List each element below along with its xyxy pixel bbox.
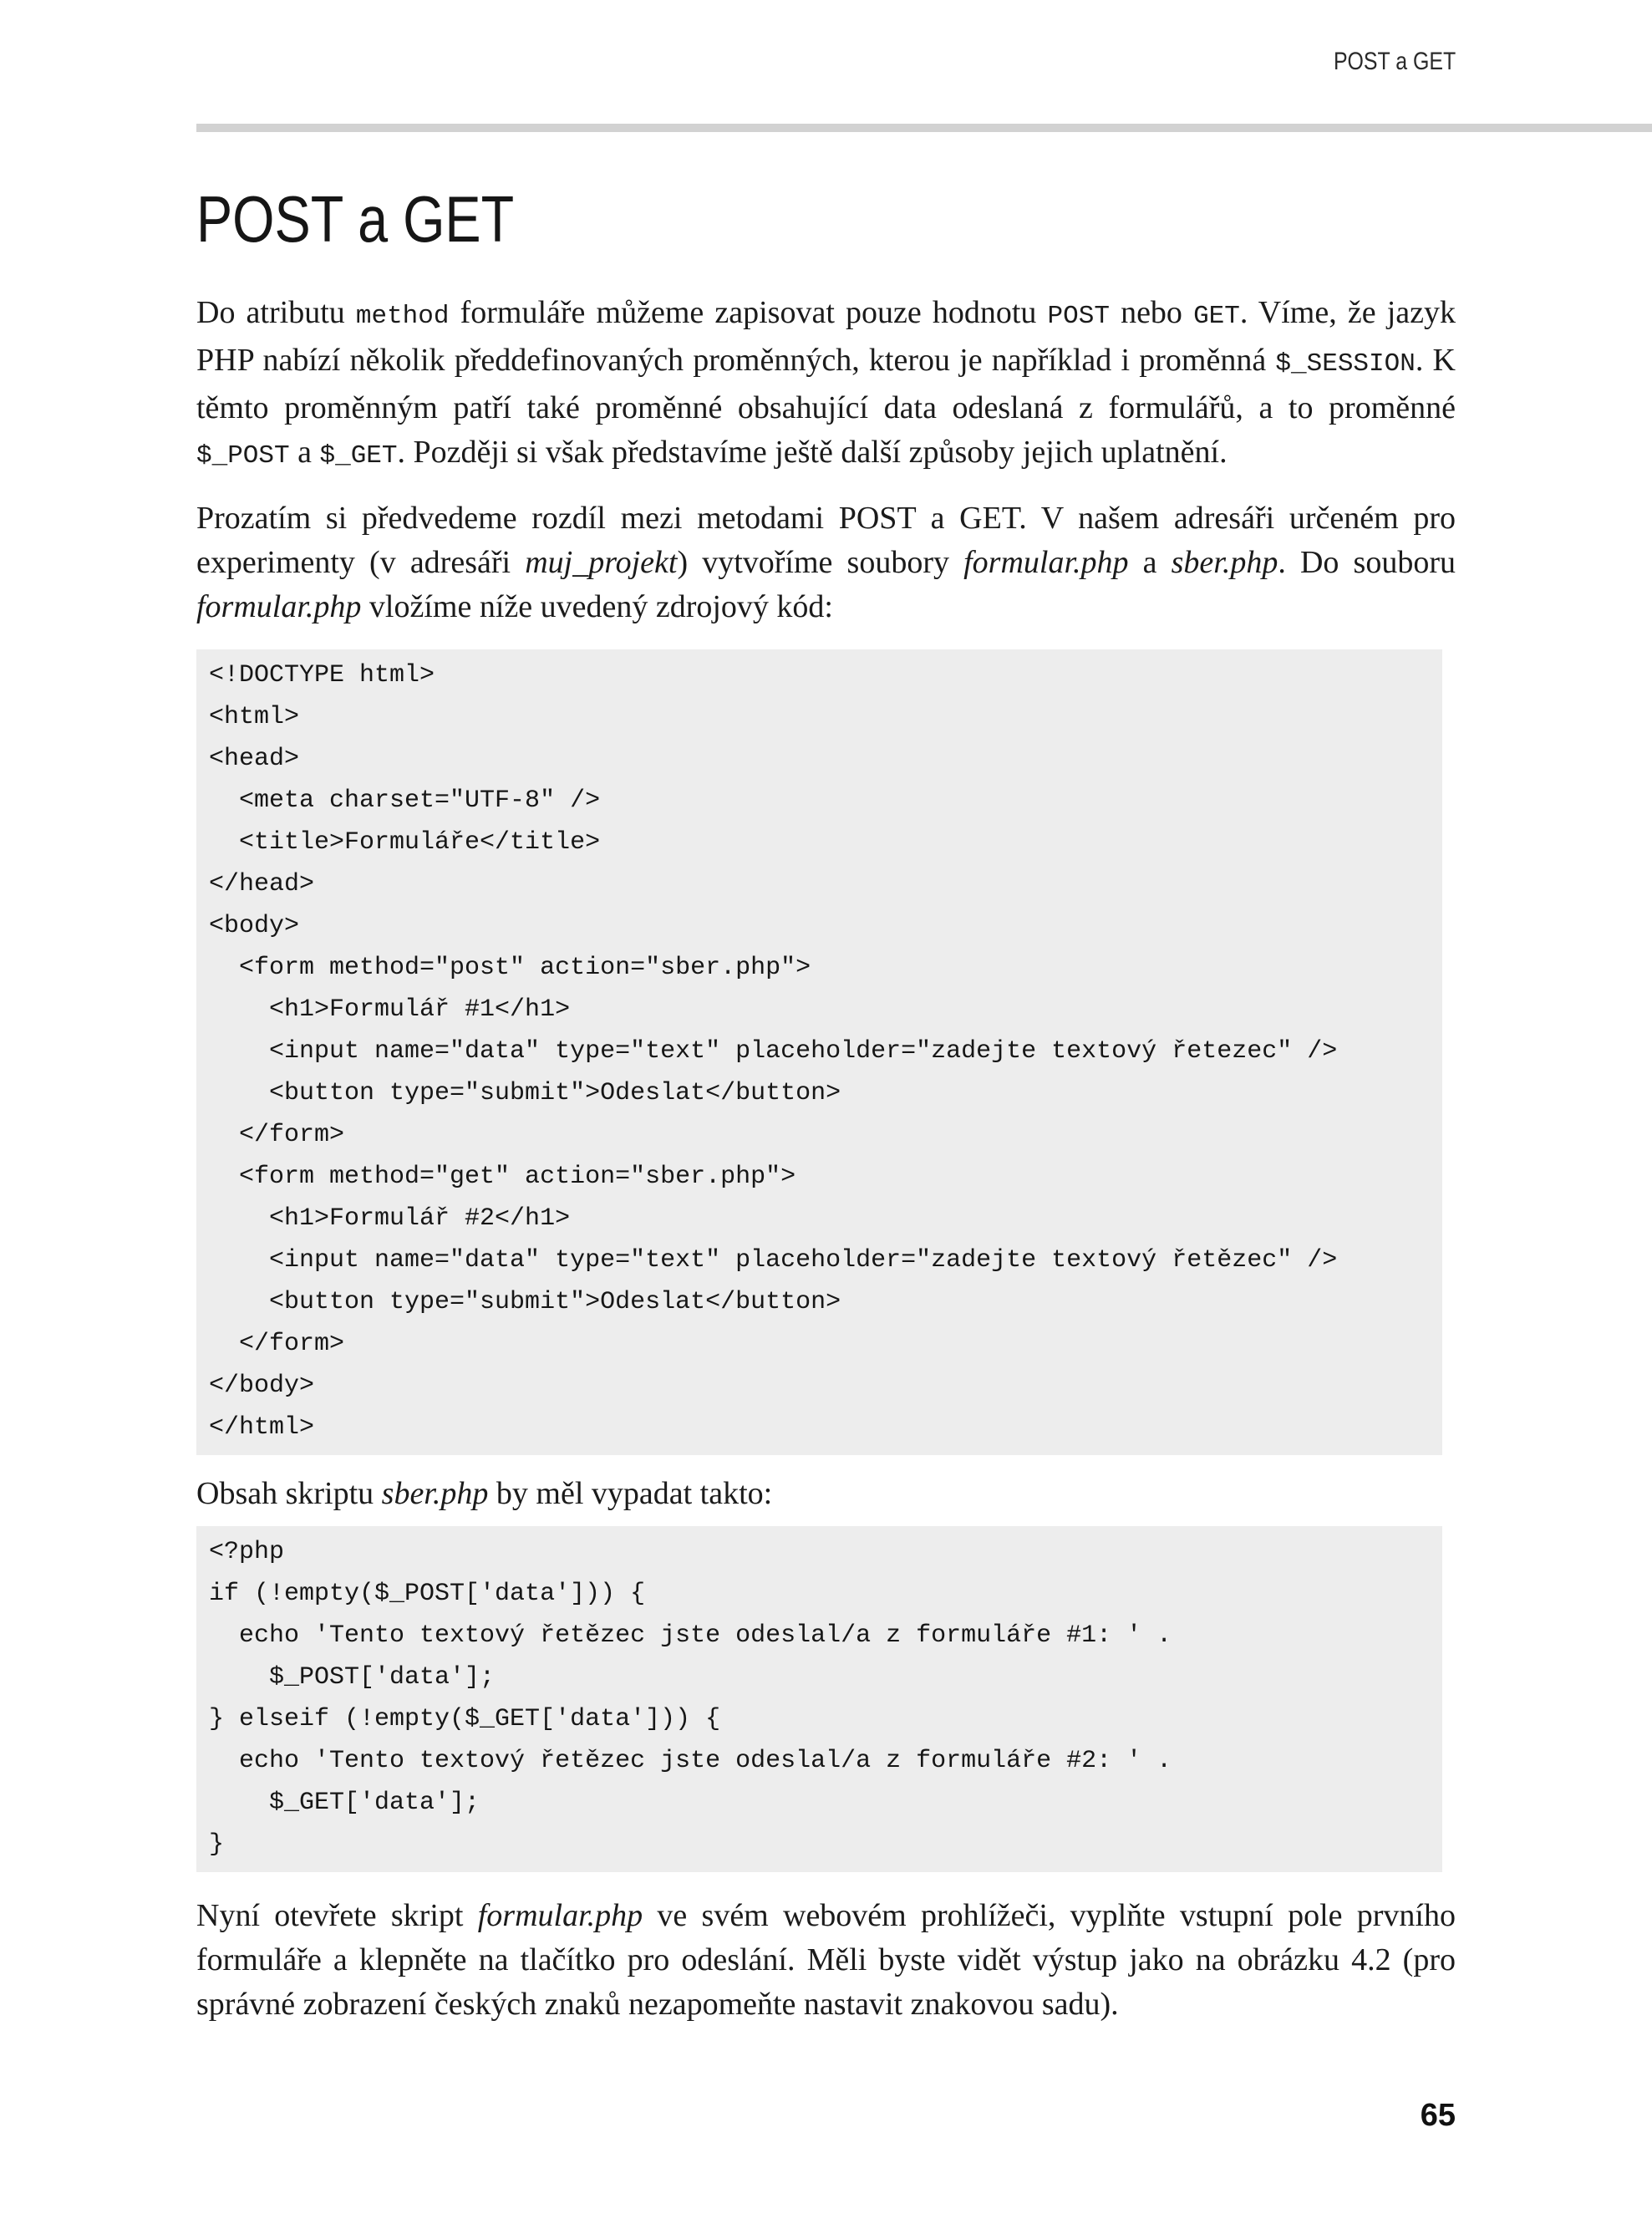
- italic-filename: muj_projekt: [525, 545, 678, 580]
- text-run: . Později si však představíme ještě další způsoby jejich uplatnění.: [397, 435, 1228, 470]
- italic-filename: formular.php: [963, 545, 1129, 580]
- code-line: </form>: [209, 1330, 345, 1358]
- running-header: POST a GET: [1333, 48, 1456, 75]
- italic-filename: sber.php: [1171, 545, 1278, 580]
- text-run: vložíme níže uvedený zdrojový kód:: [361, 589, 833, 624]
- paragraph-sber-intro: [196, 1472, 1456, 1516]
- code-line: <h1>Formulář #2</h1>: [209, 1204, 571, 1233]
- code-line: </html>: [209, 1413, 315, 1442]
- code-listing-sber-php: [196, 1526, 1442, 1872]
- code-line: </head>: [209, 870, 315, 898]
- page-content: [196, 0, 1456, 2027]
- text-run: a: [1128, 545, 1172, 580]
- italic-filename: formular.php: [196, 589, 362, 624]
- code-line: <body>: [209, 912, 300, 940]
- page-title: POST a GET: [196, 182, 515, 256]
- italic-filename: sber.php: [381, 1476, 489, 1511]
- code-line: <input name="data" type="text" placeholder="zadejte textový řetězec" />: [209, 1246, 1338, 1275]
- italic-filename: formular.php: [477, 1898, 643, 1933]
- text-run: formuláře můžeme zapisovat pouze hodnotu: [449, 295, 1048, 330]
- inline-code: $_SESSION: [1275, 349, 1416, 379]
- code-line: echo 'Tento textový řetězec jste odeslal/a z formuláře #2: ' .: [209, 1747, 1172, 1775]
- code-line: </form>: [209, 1121, 345, 1149]
- paragraph-intro: [196, 291, 1456, 478]
- inline-code: $_GET: [319, 441, 398, 471]
- code-line: <?php: [209, 1538, 285, 1566]
- inline-code: method: [355, 302, 450, 331]
- code-line: $_POST['data'];: [209, 1663, 496, 1692]
- code-line: }: [209, 1830, 225, 1859]
- page-number: 65: [1420, 2098, 1456, 2133]
- code-line: if (!empty($_POST['data'])) {: [209, 1580, 646, 1608]
- code-line: <button type="submit">Odeslat</button>: [209, 1288, 841, 1316]
- text-run: . K těmto proměnným patří také proměnné obsahující data odeslaná z formulářů, a to proměnné: [196, 343, 1456, 425]
- text-run: . Víme, že jazyk PHP nabízí několik předdefinovaných proměnných, kterou je například i proměnná: [196, 295, 1456, 378]
- text-run: Nyní otevřete skript: [196, 1898, 478, 1933]
- text-run: nebo: [1109, 295, 1194, 330]
- code-line: } elseif (!empty($_GET['data'])) {: [209, 1705, 721, 1733]
- code-line: <!DOCTYPE html>: [209, 661, 435, 690]
- code-line: <meta charset="UTF-8" />: [209, 786, 601, 815]
- text-run: ve svém webovém prohlížeči, vyplňte vstupní pole prvního formuláře a klepněte na tlačítko pro odeslání. Měli byste vidět výstup jako na obrázku 4.2 (pro správné zobrazení českých znaků nezapomeňte nastavit znakovou sadu).: [196, 1898, 1456, 2022]
- code-listing-formular-php: [196, 649, 1442, 1455]
- paragraph-outro: [196, 1894, 1456, 2027]
- code-line: $_GET['data'];: [209, 1789, 480, 1817]
- code-line: <head>: [209, 745, 300, 773]
- text-run: Prozatím si předvedeme rozdíl mezi metodami POST a GET. V našem adresáři určeném pro experimenty (v adresáři: [196, 501, 1456, 580]
- text-run: Obsah skriptu: [196, 1476, 382, 1511]
- inline-code: GET: [1193, 302, 1240, 331]
- code-line: <html>: [209, 703, 300, 731]
- text-run: ) vytvoříme soubory: [677, 545, 964, 580]
- inline-code: POST: [1047, 302, 1110, 331]
- text-run: . Do souboru: [1278, 545, 1456, 580]
- text-run: a: [289, 435, 320, 470]
- code-line: <form method="post" action="sber.php">: [209, 954, 811, 982]
- code-line: <form method="get" action="sber.php">: [209, 1163, 796, 1191]
- code-line: <button type="submit">Odeslat</button>: [209, 1079, 841, 1107]
- inline-code: $_POST: [196, 441, 290, 471]
- code-line: </body>: [209, 1372, 315, 1400]
- code-line: <h1>Formulář #1</h1>: [209, 995, 571, 1024]
- paragraph-setup: [196, 496, 1456, 629]
- text-run: Do atributu: [196, 295, 356, 330]
- text-run: by měl vypadat takto:: [488, 1476, 773, 1511]
- code-line: echo 'Tento textový řetězec jste odeslal/a z formuláře #1: ' .: [209, 1621, 1172, 1650]
- code-line: <input name="data" type="text" placeholder="zadejte textový řetezec" />: [209, 1037, 1338, 1066]
- code-line: <title>Formuláře</title>: [209, 828, 601, 857]
